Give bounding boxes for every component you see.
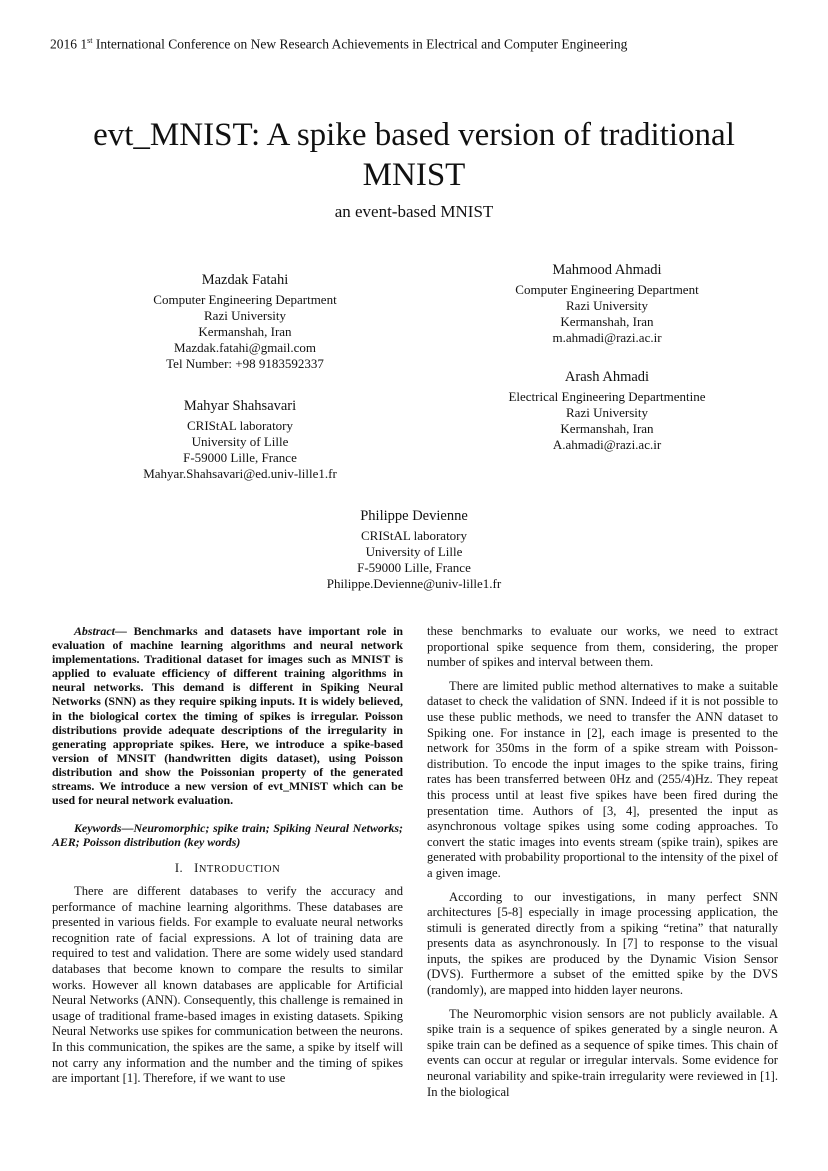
- author-affiliation: Computer Engineering Department: [153, 292, 337, 307]
- author-email: m.ahmadi@razi.ac.ir: [552, 330, 662, 345]
- author-email: Mahyar.Shahsavari@ed.univ-lille1.fr: [143, 466, 337, 481]
- author-location: Kermanshah, Iran: [198, 324, 292, 339]
- left-column: [52, 624, 403, 1095]
- abstract-lead: Abstract—: [74, 624, 127, 638]
- author-block-a-ahmadi: [457, 369, 757, 453]
- author-affiliation: Computer Engineering Department: [515, 282, 699, 297]
- author-block-shahsavari: [70, 398, 410, 482]
- author-name: Philippe Devienne: [360, 508, 468, 524]
- author-affiliation: CRIStAL laboratory: [360, 528, 468, 543]
- author-location: F-59000 Lille, France: [183, 450, 297, 465]
- section-heading-introduction: [52, 861, 403, 878]
- author-affiliation: CRIStAL laboratory: [186, 418, 294, 433]
- paper-subtitle: an event-based MNIST: [334, 202, 494, 221]
- right-paragraph-2: There are limited public method alternatives to make a suitable dataset to check the validation of SNN. Indeed if it is not possible to use these public methods, we need to transfer the ANN dataset to Spiking one. For instance in [2], each image is presented to the network for 350ms in the form of a spike stream with Poisson-distribution. To encode the input images to the spike trains, firing rates has been transferred between 0Hz and (255/4)Hz. They repeat this process until at least five spikes have been fired during the presentation time. Authors of [3, 4], presented the input as asynchronous voltage spikes using some coding approaches. To convert the static images into events stream (spike train), spikes are generated with probability proportional to the intensity of the pixel of a given image.: [427, 678, 778, 880]
- section-title-rest: NTRODUCTION: [198, 864, 281, 876]
- author-affiliation: Electrical Engineering Departmentine: [508, 389, 706, 404]
- author-name: Mahyar Shahsavari: [183, 398, 297, 414]
- author-phone: Tel Number: +98 9183592337: [166, 356, 324, 371]
- author-university: Razi University: [566, 298, 648, 313]
- author-block-m-ahmadi: [457, 262, 757, 346]
- paper-title: [40, 115, 788, 195]
- abstract: [52, 624, 403, 807]
- author-location: F-59000 Lille, France: [357, 560, 471, 575]
- author-email: A.ahmadi@razi.ac.ir: [552, 437, 662, 452]
- author-block-fatahi: [95, 272, 395, 372]
- right-paragraph-3: According to our investigations, in many perfect SNN architectures [5-8] especially in image processing application, the stimuli is generated directly from a spiking “retina” that naturally presents data as asynchronously. In [7] to response to the visual inputs, the spikes are produced by the Dynamic Vision Sensor (DVS). Furthermore a subset of the emitted spike by the DVS (randomly), are mapped into hidden layer neurons.: [427, 889, 778, 998]
- author-location: Kermanshah, Iran: [560, 421, 654, 436]
- author-email: Mazdak.fatahi@gmail.com: [174, 340, 316, 355]
- right-paragraph-4: The Neuromorphic vision sensors are not publicly available. A spike train is a sequence of spikes generated by a single neuron. A spike train can be defined as a sequence of spike times. This chain of events can occur at regular or irregular intervals. Some evidence for neuronal variability and spike-train irregularity were reviewed in [1]. In the biological: [427, 1006, 778, 1099]
- author-university: Razi University: [566, 405, 648, 420]
- author-location: Kermanshah, Iran: [560, 314, 654, 329]
- author-university: Razi University: [204, 308, 286, 323]
- section-number: I.: [174, 861, 184, 876]
- header-sup: st: [87, 36, 93, 45]
- author-name: Mazdak Fatahi: [201, 272, 289, 288]
- intro-paragraph-1: There are different databases to verify the accuracy and performance of machine learning algorithms. These databases are presented in various fields. For example to evaluate neural networks recognition rate of facial expressions. A lot of training data are required to test and validation. There are some widely used standard databases that become known to compare the results to similar works. However all known databases are applicable for Artificial Neural Networks (ANN). Consequently, this challenge is remained in usage of traditional frame-based images in existing datasets. Spiking Neural Networks use spikes for communication between the neurons. In this communication, the spikes are the same, a spike by itself will not carry any information and the number and the timing of spikes are important [1]. Therefore, if we want to use: [52, 884, 403, 1086]
- author-email: Philippe.Devienne@univ-lille1.fr: [326, 576, 502, 591]
- author-university: University of Lille: [365, 544, 463, 559]
- author-block-devienne: [264, 508, 564, 592]
- header-rest: International Conference on New Research Achievements in Electrical and Computer Engineering: [92, 36, 628, 52]
- section-title-first: I: [194, 861, 199, 876]
- title-line-1: evt_MNIST: A spike based version of traditional: [93, 117, 735, 153]
- header-year: 2016 1: [50, 36, 88, 52]
- keywords: Keywords—Neuromorphic; spike train; Spiking Neural Networks; AER; Poisson distribution (key words): [52, 821, 403, 850]
- author-university: University of Lille: [191, 434, 289, 449]
- abstract-text: Benchmarks and datasets have important role in evaluation of machine learning algorithms and neural network implementations. Traditional dataset for images such as MNIST is applied to evaluate efficiency of different training algorithms in neural networks. This demand is different in Spiking Neural Networks (SNN) as they require spiking inputs. It is widely believed, in the biological cortex the timing of spikes is irregular. Poisson distributions provide adequate descriptions of the irregularity in generating appropriate spikes. Here, we introduce a spike-based version of MNSIT (handwritten digits dataset), using Poisson distribution and show the Poissonian property of the generated streams. We introduce a new version of evt_MNIST which can be used for neural network evaluation.: [52, 624, 403, 808]
- author-name: Mahmood Ahmadi: [552, 262, 662, 278]
- title-line-2: MNIST: [362, 157, 466, 193]
- author-name: Arash Ahmadi: [564, 369, 650, 385]
- conference-header: [50, 36, 627, 53]
- right-column: [427, 624, 778, 1108]
- right-paragraph-1: these benchmarks to evaluate our works, we need to extract proportional spike sequence from them, considering, the proper number of spikes and interval between them.: [427, 624, 778, 670]
